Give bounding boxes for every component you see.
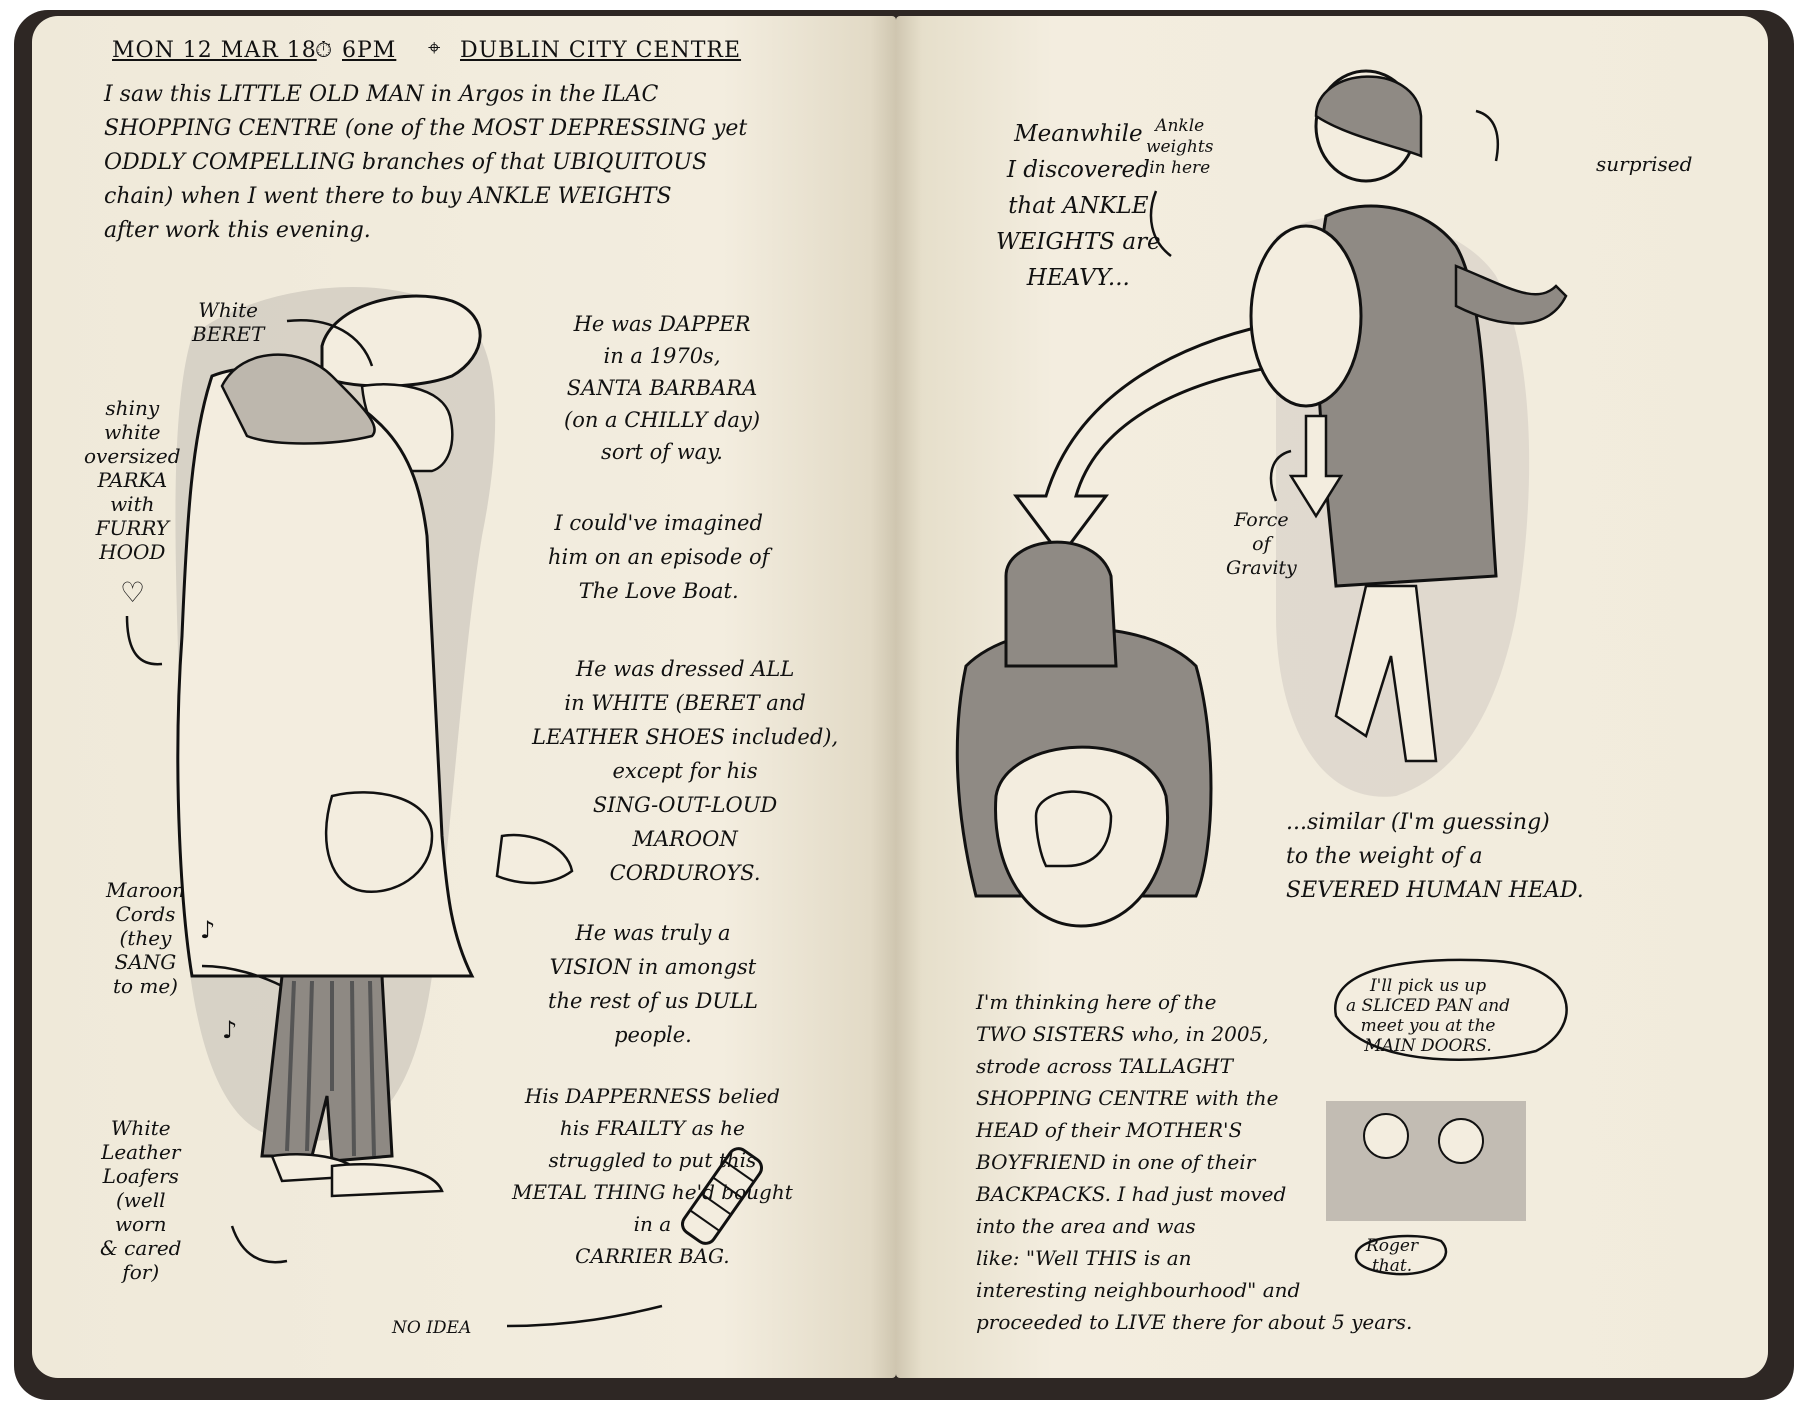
paragraph-frailty: His DAPPERNESS belied his FRAILTY as he struggled to put this METAL THING he'd bought in a CARRIER BAG. xyxy=(512,1084,793,1268)
arrow xyxy=(507,1306,662,1326)
intro-line: after work this evening. xyxy=(104,218,371,243)
music-note-icon: ♪ xyxy=(200,916,216,944)
loafers-label: White Leather Loafers (well worn & cared for) xyxy=(100,1116,182,1284)
beret-label: White BERET xyxy=(192,298,265,346)
cords-label: Maroon Cords (they SANG to me) xyxy=(106,878,185,998)
discovery-text: Meanwhile I discovered that ANKLE WEIGHTS are HEAVY... xyxy=(996,121,1161,291)
speech-bubble-2: Roger that. xyxy=(1366,1236,1419,1276)
ankle-weights-label: Ankle weights in here xyxy=(1146,116,1214,178)
paragraph-vision: He was truly a VISION in amongst the rest of us DULL people. xyxy=(548,921,758,1047)
arrow xyxy=(1476,111,1498,161)
arrow xyxy=(232,1226,287,1262)
heart-icon: ♡ xyxy=(120,576,146,609)
entry-location: DUBLIN CITY CENTRE xyxy=(460,38,742,63)
speech-bubble-1: I'll pick us up a SLICED PAN and meet you at the MAIN DOORS. xyxy=(1346,976,1511,1056)
intro-line: I saw this LITTLE OLD MAN in Argos in the ILAC xyxy=(104,82,659,107)
paragraph-all-white: He was dressed ALL in WHITE (BERET and LEATHER SHOES included), except for his SING-OUT-LOUD MAROON CORDUROYS. xyxy=(532,657,839,885)
arrow xyxy=(127,616,162,664)
intro-line: SHOPPING CENTRE (one of the MOST DEPRESSING yet xyxy=(104,116,748,141)
surprised-label: surprised xyxy=(1596,152,1693,176)
intro-line: ODDLY COMPELLING branches of that UBIQUITOUS xyxy=(104,150,708,175)
paragraph-dapper: He was DAPPER in a 1970s, SANTA BARBARA (on a CHILLY day) sort of way. xyxy=(564,312,761,464)
no-idea-label: NO IDEA xyxy=(392,1318,472,1338)
gravity-label: Force of Gravity xyxy=(1226,509,1297,579)
right-page xyxy=(896,16,1768,1378)
entry-time: 6PM xyxy=(342,38,397,63)
similar-text: ...similar (I'm guessing) to the weight of a SEVERED HUMAN HEAD. xyxy=(1286,810,1584,903)
intro-line: chain) when I went there to buy ANKLE WEIGHTS xyxy=(104,184,672,209)
location-pin-icon: ⌖ xyxy=(428,36,441,61)
entry-date: MON 12 MAR 18 xyxy=(112,38,317,63)
paragraph-love-boat: I could've imagined him on an episode of The Love Boat. xyxy=(548,511,770,603)
left-page xyxy=(32,16,896,1378)
clock-icon: ⏱ xyxy=(315,38,333,63)
backpack-person-hair xyxy=(1006,542,1116,666)
story-text: I'm thinking here of the TWO SISTERS who, in 2005, strode across TALLAGHT SHOPPING CENTRE with the HEAD of their MOTHER'S BOYFRIEND in one of their BACKPACKS. I had just moved into the area and was like: "Well THIS is an interesting neighbourhood" and proceeded to LIVE there for about 5 years. xyxy=(976,990,1413,1334)
music-note-icon: ♪ xyxy=(222,1016,238,1044)
ankle-weights-bag xyxy=(1251,226,1361,406)
parka-label: shiny white oversized PARKA with FURRY HOOD xyxy=(84,396,181,564)
